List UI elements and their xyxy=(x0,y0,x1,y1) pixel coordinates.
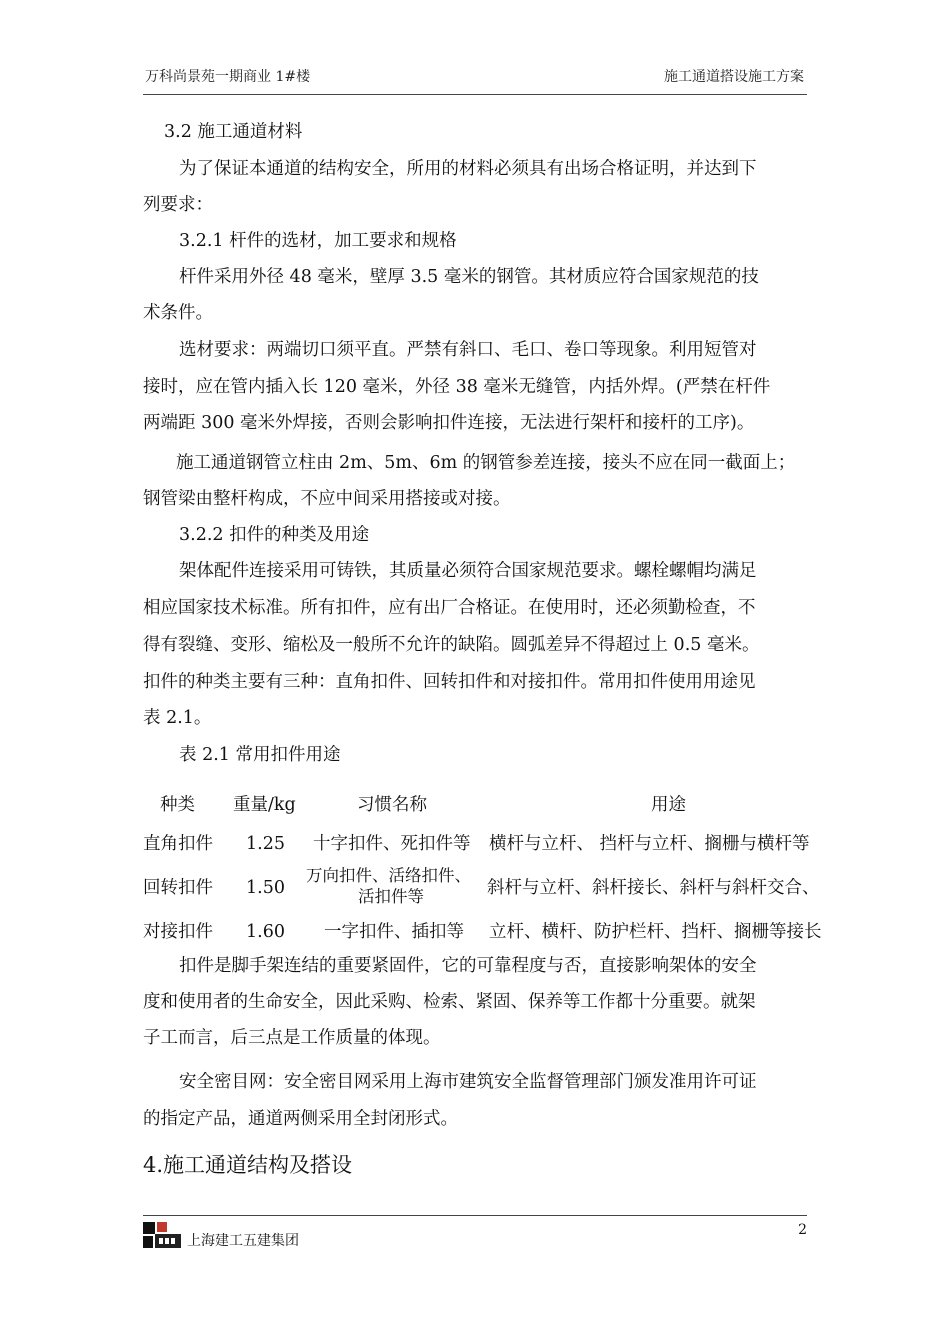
table-header-name: 习惯名称 xyxy=(357,795,427,815)
paragraph-line: 施工通道钢管立柱由 2m、5m、6m 的钢管参差连接，接头不应在同一截面上； xyxy=(176,453,796,473)
section-heading-3-2-2: 3.2.2 扣件的种类及用途 xyxy=(179,525,370,545)
paragraph-line: 安全密目网：安全密目网采用上海市建筑安全监督管理部门颁发准用许可证 xyxy=(179,1072,757,1092)
paragraph-line: 接时，应在管内插入长 120 毫米，外径 38 毫米无缝管，内括外焊。(严禁在杆件 xyxy=(143,377,771,397)
table-cell-name: 万向扣件、活络扣件、 xyxy=(306,866,471,885)
section-heading-3-2: 3.2 施工通道材料 xyxy=(164,122,303,142)
table-cell-usage: 立杆、横杆、防护栏杆、挡杆、搁栅等接长 xyxy=(489,922,822,942)
table-cell-name: 一字扣件、插扣等 xyxy=(324,922,464,942)
paragraph-line: 相应国家技术标准。所有扣件，应有出厂合格证。在使用时，还必须勤检查，不 xyxy=(143,598,756,618)
table-cell-name: 十字扣件、死扣件等 xyxy=(313,834,471,854)
paragraph-line: 选材要求：两端切口须平直。严禁有斜口、毛口、卷口等现象。利用短管对 xyxy=(179,340,757,360)
section-heading-3-2-1: 3.2.1 杆件的选材，加工要求和规格 xyxy=(179,231,457,251)
section-heading-4: 4.施工通道结构及搭设 xyxy=(143,1153,353,1177)
table-cell-name: 活扣件等 xyxy=(358,887,424,906)
paragraph-line: 得有裂缝、变形、缩松及一般所不允许的缺陷。圆弧差异不得超过上 0.5 毫米。 xyxy=(143,635,760,655)
table-cell-weight: 1.60 xyxy=(246,922,285,942)
table-cell-weight: 1.25 xyxy=(246,834,285,854)
paragraph-line: 两端距 300 毫米外焊接，否则会影响扣件连接，无法进行架杆和接杆的工序)。 xyxy=(143,413,755,433)
table-cell-type: 对接扣件 xyxy=(143,922,213,942)
table-cell-type: 直角扣件 xyxy=(143,834,213,854)
scg-logo-icon xyxy=(143,1222,181,1248)
paragraph-line: 为了保证本通道的结构安全，所用的材料必须具有出场合格证明，并达到下 xyxy=(179,159,757,179)
paragraph-line: 扣件是脚手架连结的重要紧固件，它的可靠程度与否，直接影响架体的安全 xyxy=(179,956,757,976)
table-header-type: 种类 xyxy=(160,795,195,815)
paragraph-line: 表 2.1。 xyxy=(143,708,212,728)
paragraph-line: 度和使用者的生命安全，因此采购、检索、紧固、保养等工作都十分重要。就架 xyxy=(143,992,756,1012)
table-cell-usage: 横杆与立杆、 挡杆与立杆、搁栅与横杆等 xyxy=(489,834,810,854)
paragraph-line: 列要求： xyxy=(143,195,213,215)
footer-company: 上海建工五建集团 xyxy=(187,1233,299,1249)
footer-divider xyxy=(143,1215,807,1216)
header-right-text: 施工通道搭设施工方案 xyxy=(664,69,804,85)
paragraph-line: 的指定产品，通道两侧采用全封闭形式。 xyxy=(143,1109,458,1129)
table-header-usage: 用途 xyxy=(651,795,686,815)
table-header-weight: 重量/kg xyxy=(233,795,296,815)
header-left-text: 万科尚景苑一期商业 1#楼 xyxy=(145,69,311,85)
paragraph-line: 杆件采用外径 48 毫米，壁厚 3.5 毫米的钢管。其材质应符合国家规范的技 xyxy=(179,267,759,287)
table-cell-usage: 斜杆与立杆、斜杆接长、斜杆与斜杆交合、 xyxy=(487,878,820,898)
header-divider xyxy=(143,94,807,95)
table-caption: 表 2.1 常用扣件用途 xyxy=(179,745,341,765)
paragraph-line: 架体配件连接采用可铸铁，其质量必须符合国家规范要求。螺栓螺帽均满足 xyxy=(179,561,757,581)
table-cell-weight: 1.50 xyxy=(246,878,285,898)
paragraph-line: 子工而言，后三点是工作质量的体现。 xyxy=(143,1028,441,1048)
page-number: 2 xyxy=(798,1222,807,1238)
paragraph-line: 扣件的种类主要有三种：直角扣件、回转扣件和对接扣件。常用扣件使用用途见 xyxy=(143,672,756,692)
table-cell-type: 回转扣件 xyxy=(143,878,213,898)
paragraph-line: 术条件。 xyxy=(143,303,213,323)
paragraph-line: 钢管梁由整杆构成，不应中间采用搭接或对接。 xyxy=(143,489,511,509)
